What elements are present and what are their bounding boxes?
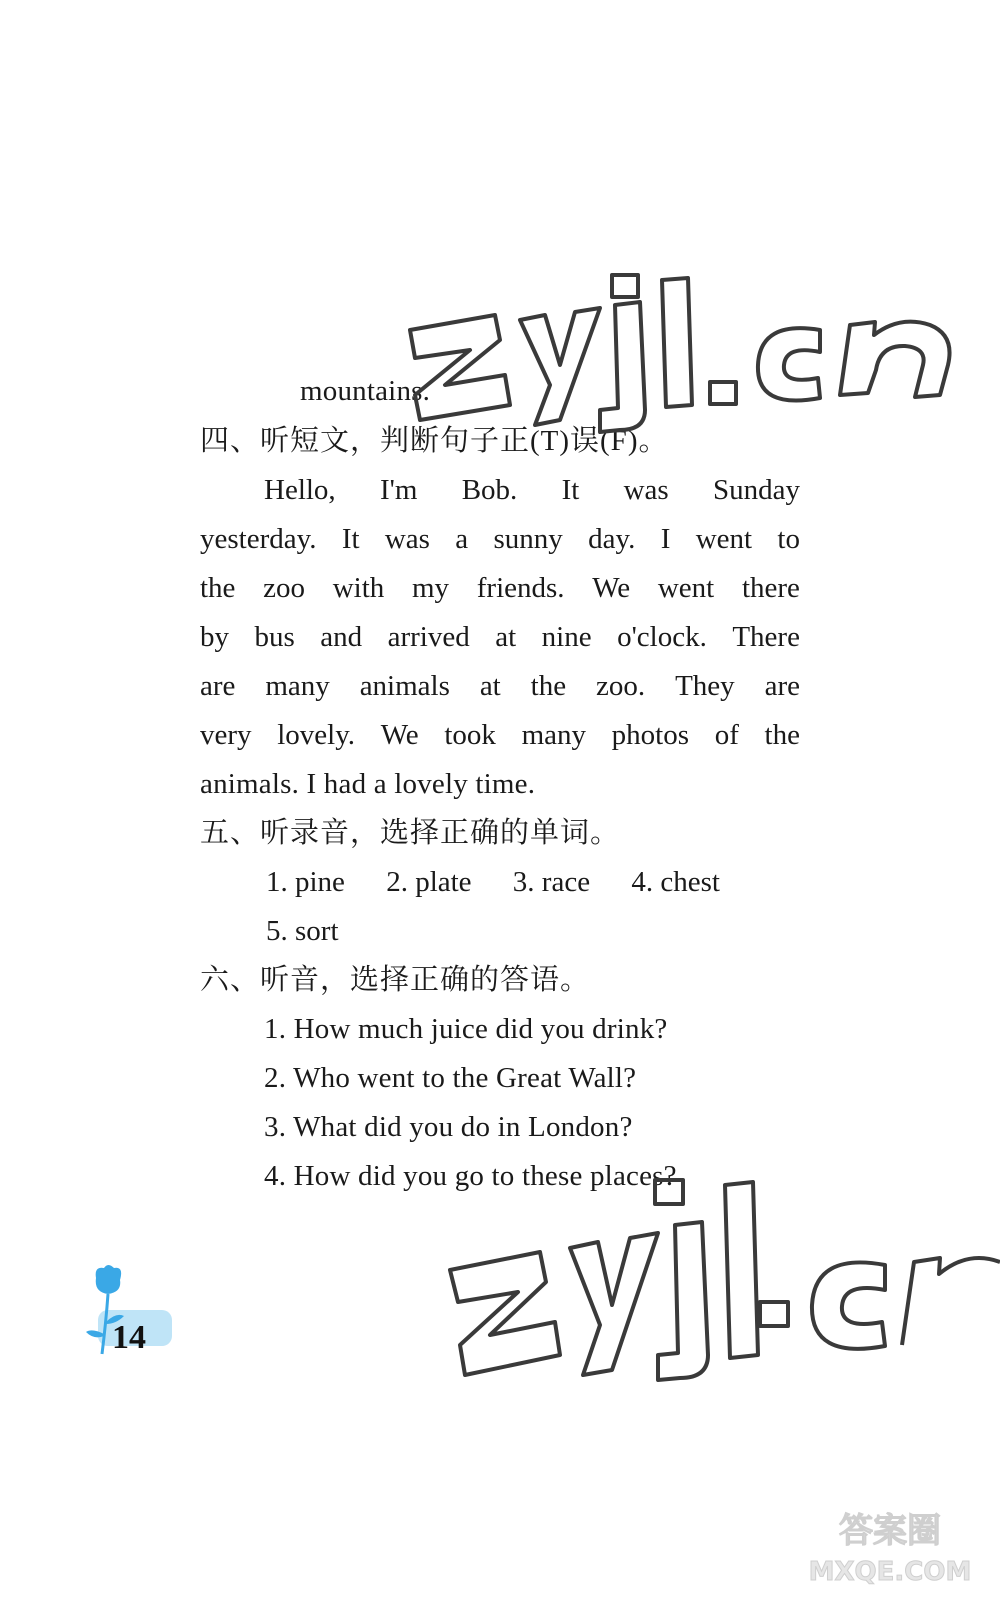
- passage-word: are: [200, 670, 236, 702]
- passage-line-4: [200, 617, 800, 657]
- passage-word: photos: [611, 719, 690, 751]
- passage-word: nine: [541, 621, 592, 653]
- question-4: 4. How did you go to these places?: [264, 1160, 677, 1192]
- word-option: 4. chest: [631, 866, 720, 898]
- passage-word: sunny: [493, 523, 563, 555]
- passage-word: zoo: [263, 572, 306, 604]
- passage-word: the: [200, 572, 236, 604]
- word-option: 3. race: [512, 866, 591, 898]
- section-4-heading: 四、听短文，判断句子正(T)误(F)。: [200, 425, 669, 457]
- passage-word: arrived: [387, 621, 470, 653]
- passage-word: lovely.: [277, 719, 356, 751]
- passage-word: We: [592, 572, 631, 604]
- passage-word: many: [521, 719, 586, 751]
- question-2: 2. Who went to the Great Wall?: [264, 1062, 637, 1094]
- passage-word: the: [764, 719, 800, 751]
- passage-word: was: [384, 523, 430, 555]
- passage-word: went: [695, 523, 753, 555]
- passage-word: many: [265, 670, 330, 702]
- passage-word: at: [495, 621, 517, 653]
- passage-word: the: [530, 670, 567, 702]
- question-1: 1. How much juice did you drink?: [264, 1013, 668, 1045]
- passage-word: by: [200, 621, 229, 653]
- passage-word: animals: [359, 670, 450, 702]
- word-option: 1. pine: [266, 866, 345, 898]
- passage-word: very: [200, 719, 252, 751]
- passage-word: my: [411, 572, 450, 604]
- top-fragment-text: mountains.: [300, 375, 431, 407]
- question-3: 3. What did you do in London?: [264, 1111, 633, 1143]
- passage-word: a: [455, 523, 469, 555]
- site-logo-icon: [800, 1500, 980, 1590]
- passage-word: of: [714, 719, 739, 751]
- section-6-heading: 六、听音，选择正确的答语。: [200, 964, 591, 996]
- passage-word: day.: [588, 523, 636, 555]
- passage-word: went: [657, 572, 715, 604]
- passage-line-7: animals. I had a lovely time.: [200, 768, 536, 800]
- passage-word: friends.: [476, 572, 565, 604]
- passage-word: was: [623, 474, 669, 506]
- passage-word: I: [660, 523, 671, 555]
- page-number: 14: [112, 1319, 146, 1356]
- passage-word: with: [332, 572, 385, 604]
- passage-word: there: [741, 572, 800, 604]
- passage-word: Hello,: [264, 474, 336, 506]
- corner-logo-top-text: 答案圈: [839, 1511, 941, 1551]
- passage-word: Sunday: [712, 474, 800, 506]
- passage-line-2: [200, 519, 800, 559]
- passage-word: o'clock.: [617, 621, 707, 653]
- passage-word: Bob.: [461, 474, 518, 506]
- passage-word: and: [320, 621, 363, 653]
- word-options-row-1: [266, 862, 720, 902]
- watermark-logo: [440, 1170, 1000, 1400]
- word-option: 5. sort: [266, 915, 339, 947]
- passage-word: We: [380, 719, 419, 751]
- passage-word: to: [777, 523, 800, 555]
- passage-line-5: [200, 666, 800, 706]
- passage-word: at: [479, 670, 501, 702]
- passage-word: It: [561, 474, 580, 506]
- passage-word: bus: [254, 621, 295, 653]
- word-options-row-2: [266, 911, 373, 951]
- passage-word: zoo.: [596, 670, 646, 702]
- passage-word: took: [444, 719, 496, 751]
- corner-logo-bottom-text: MXQE.COM: [808, 1557, 972, 1587]
- passage-word: There: [732, 621, 800, 653]
- passage-line-1: [264, 470, 800, 510]
- word-option: 2. plate: [386, 866, 472, 898]
- passage-word: are: [764, 670, 800, 702]
- passage-line-3: [200, 568, 800, 608]
- section-5-heading: 五、听录音，选择正确的单词。: [200, 817, 621, 849]
- passage-word: It: [341, 523, 360, 555]
- passage-word: yesterday.: [200, 523, 317, 555]
- passage-line-6: [200, 715, 800, 755]
- passage-word: I'm: [379, 474, 418, 506]
- passage-word: They: [675, 670, 735, 702]
